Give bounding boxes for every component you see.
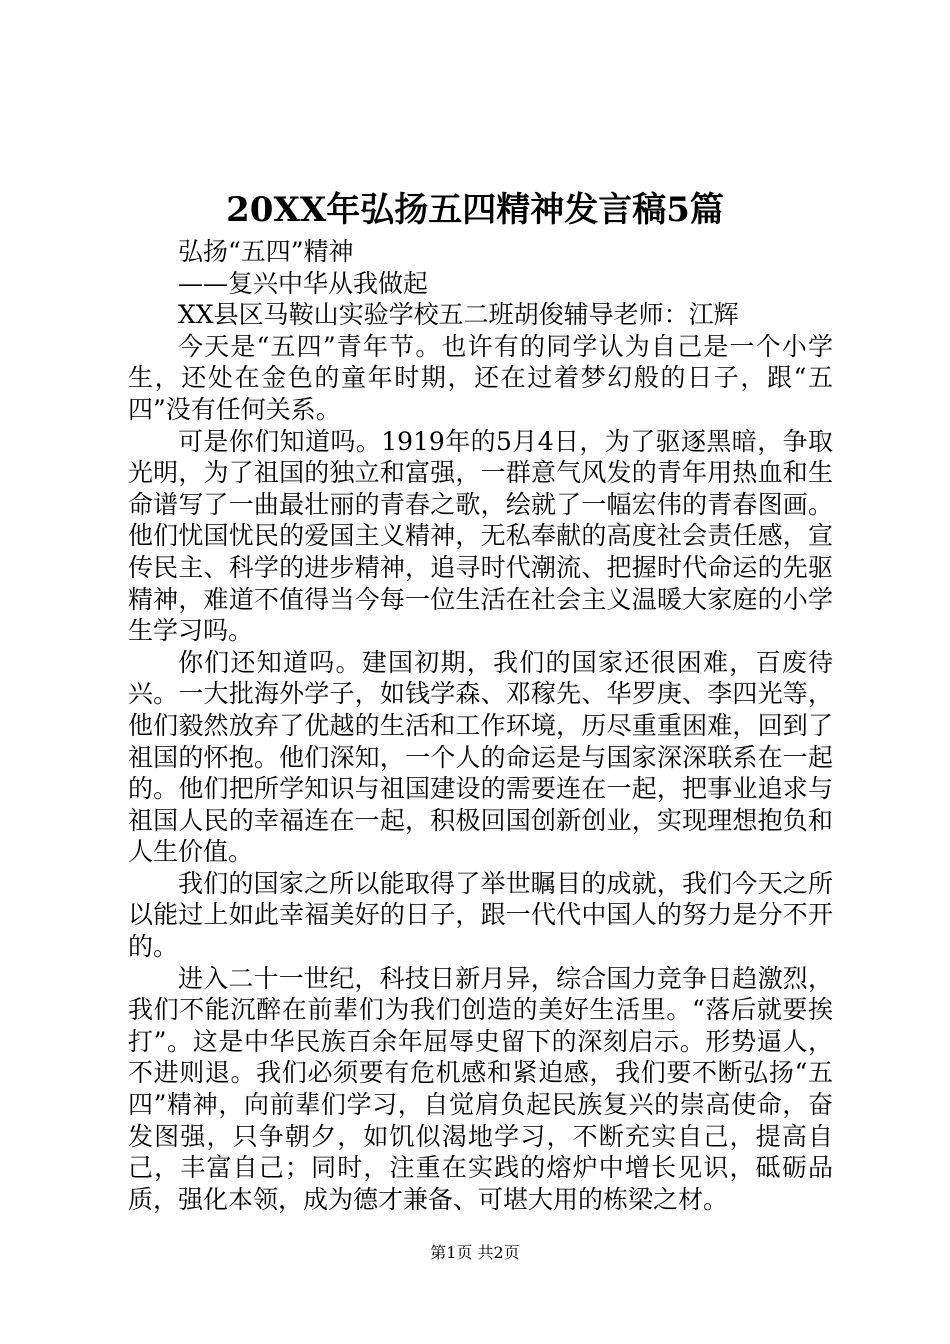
paragraph: 今天是“五四”青年节。也许有的同学认为自己是一个小学生，还处在金色的童年时期，还在过着梦幻般的日子，跟“五四”没有任何关系。 bbox=[128, 331, 833, 424]
document-title: 20XX年弘扬五四精神发言稿5篇 bbox=[226, 190, 724, 230]
author-line: XX县区马鞍山实验学校五二班胡俊辅导老师：江辉 bbox=[178, 300, 739, 330]
paragraph: 进入二十一世纪，科技日新月异，综合国力竞争日趋激烈，我们不能沉醉在前辈们为我们创造的美好生活里。“落后就要挨打”。这是中华民族百余年屈辱史留下的深刻启示。形势逼人，不进则退。我们必须要有危机感和紧迫感，我们要不断弘扬“五四”精神，向前辈们学习，自觉肩负起民族复兴的崇高使命，奋发图强，只争朝夕，如饥似渴地学习，不断充实自己，提高自己，丰富自己；同时，注重在实践的熔炉中增长见识，砥砺品质，强化本领，成为德才兼备、可堪大用的栋梁之材。 bbox=[128, 963, 833, 1214]
document-body bbox=[128, 236, 833, 1215]
paragraph: 可是你们知道吗。1919年的5月4日，为了驱逐黑暗，争取光明，为了祖国的独立和富强，一群意气风发的青年用热血和生命谱写了一曲最壮丽的青春之歌，绘就了一幅宏伟的青春图画。他们忧国忧民的爱国主义精神，无私奉献的高度社会责任感，宣传民主、科学的进步精神，追寻时代潮流、把握时代命运的先驱精神，难道不值得当今每一位生活在社会主义温暖大家庭的小学生学习吗。 bbox=[128, 426, 833, 646]
subtitle-line-2: ——复兴中华从我做起 bbox=[178, 268, 429, 298]
paragraph: 我们的国家之所以能取得了举世瞩目的成就，我们今天之所以能过上如此幸福美好的日子，跟一代代中国人的努力是分不开的。 bbox=[128, 868, 833, 962]
paragraph: 你们还知道吗。建国初期，我们的国家还很困难，百废待兴。一大批海外学子，如钱学森、邓稼先、华罗庚、李四光等，他们毅然放弃了优越的生活和工作环境，历尽重重困难，回到了祖国的怀抱。他们深知，一个人的命运是与国家深深联系在一起的。他们把所学知识与祖国建设的需要连在一起，把事业追求与祖国人民的幸福连在一起，积极回国创新创业，实现理想抱负和人生价值。 bbox=[128, 647, 833, 867]
subtitle-line-1: 弘扬“五四”精神 bbox=[178, 237, 354, 266]
page-number-footer: 第1页 共2页 bbox=[430, 1243, 520, 1262]
